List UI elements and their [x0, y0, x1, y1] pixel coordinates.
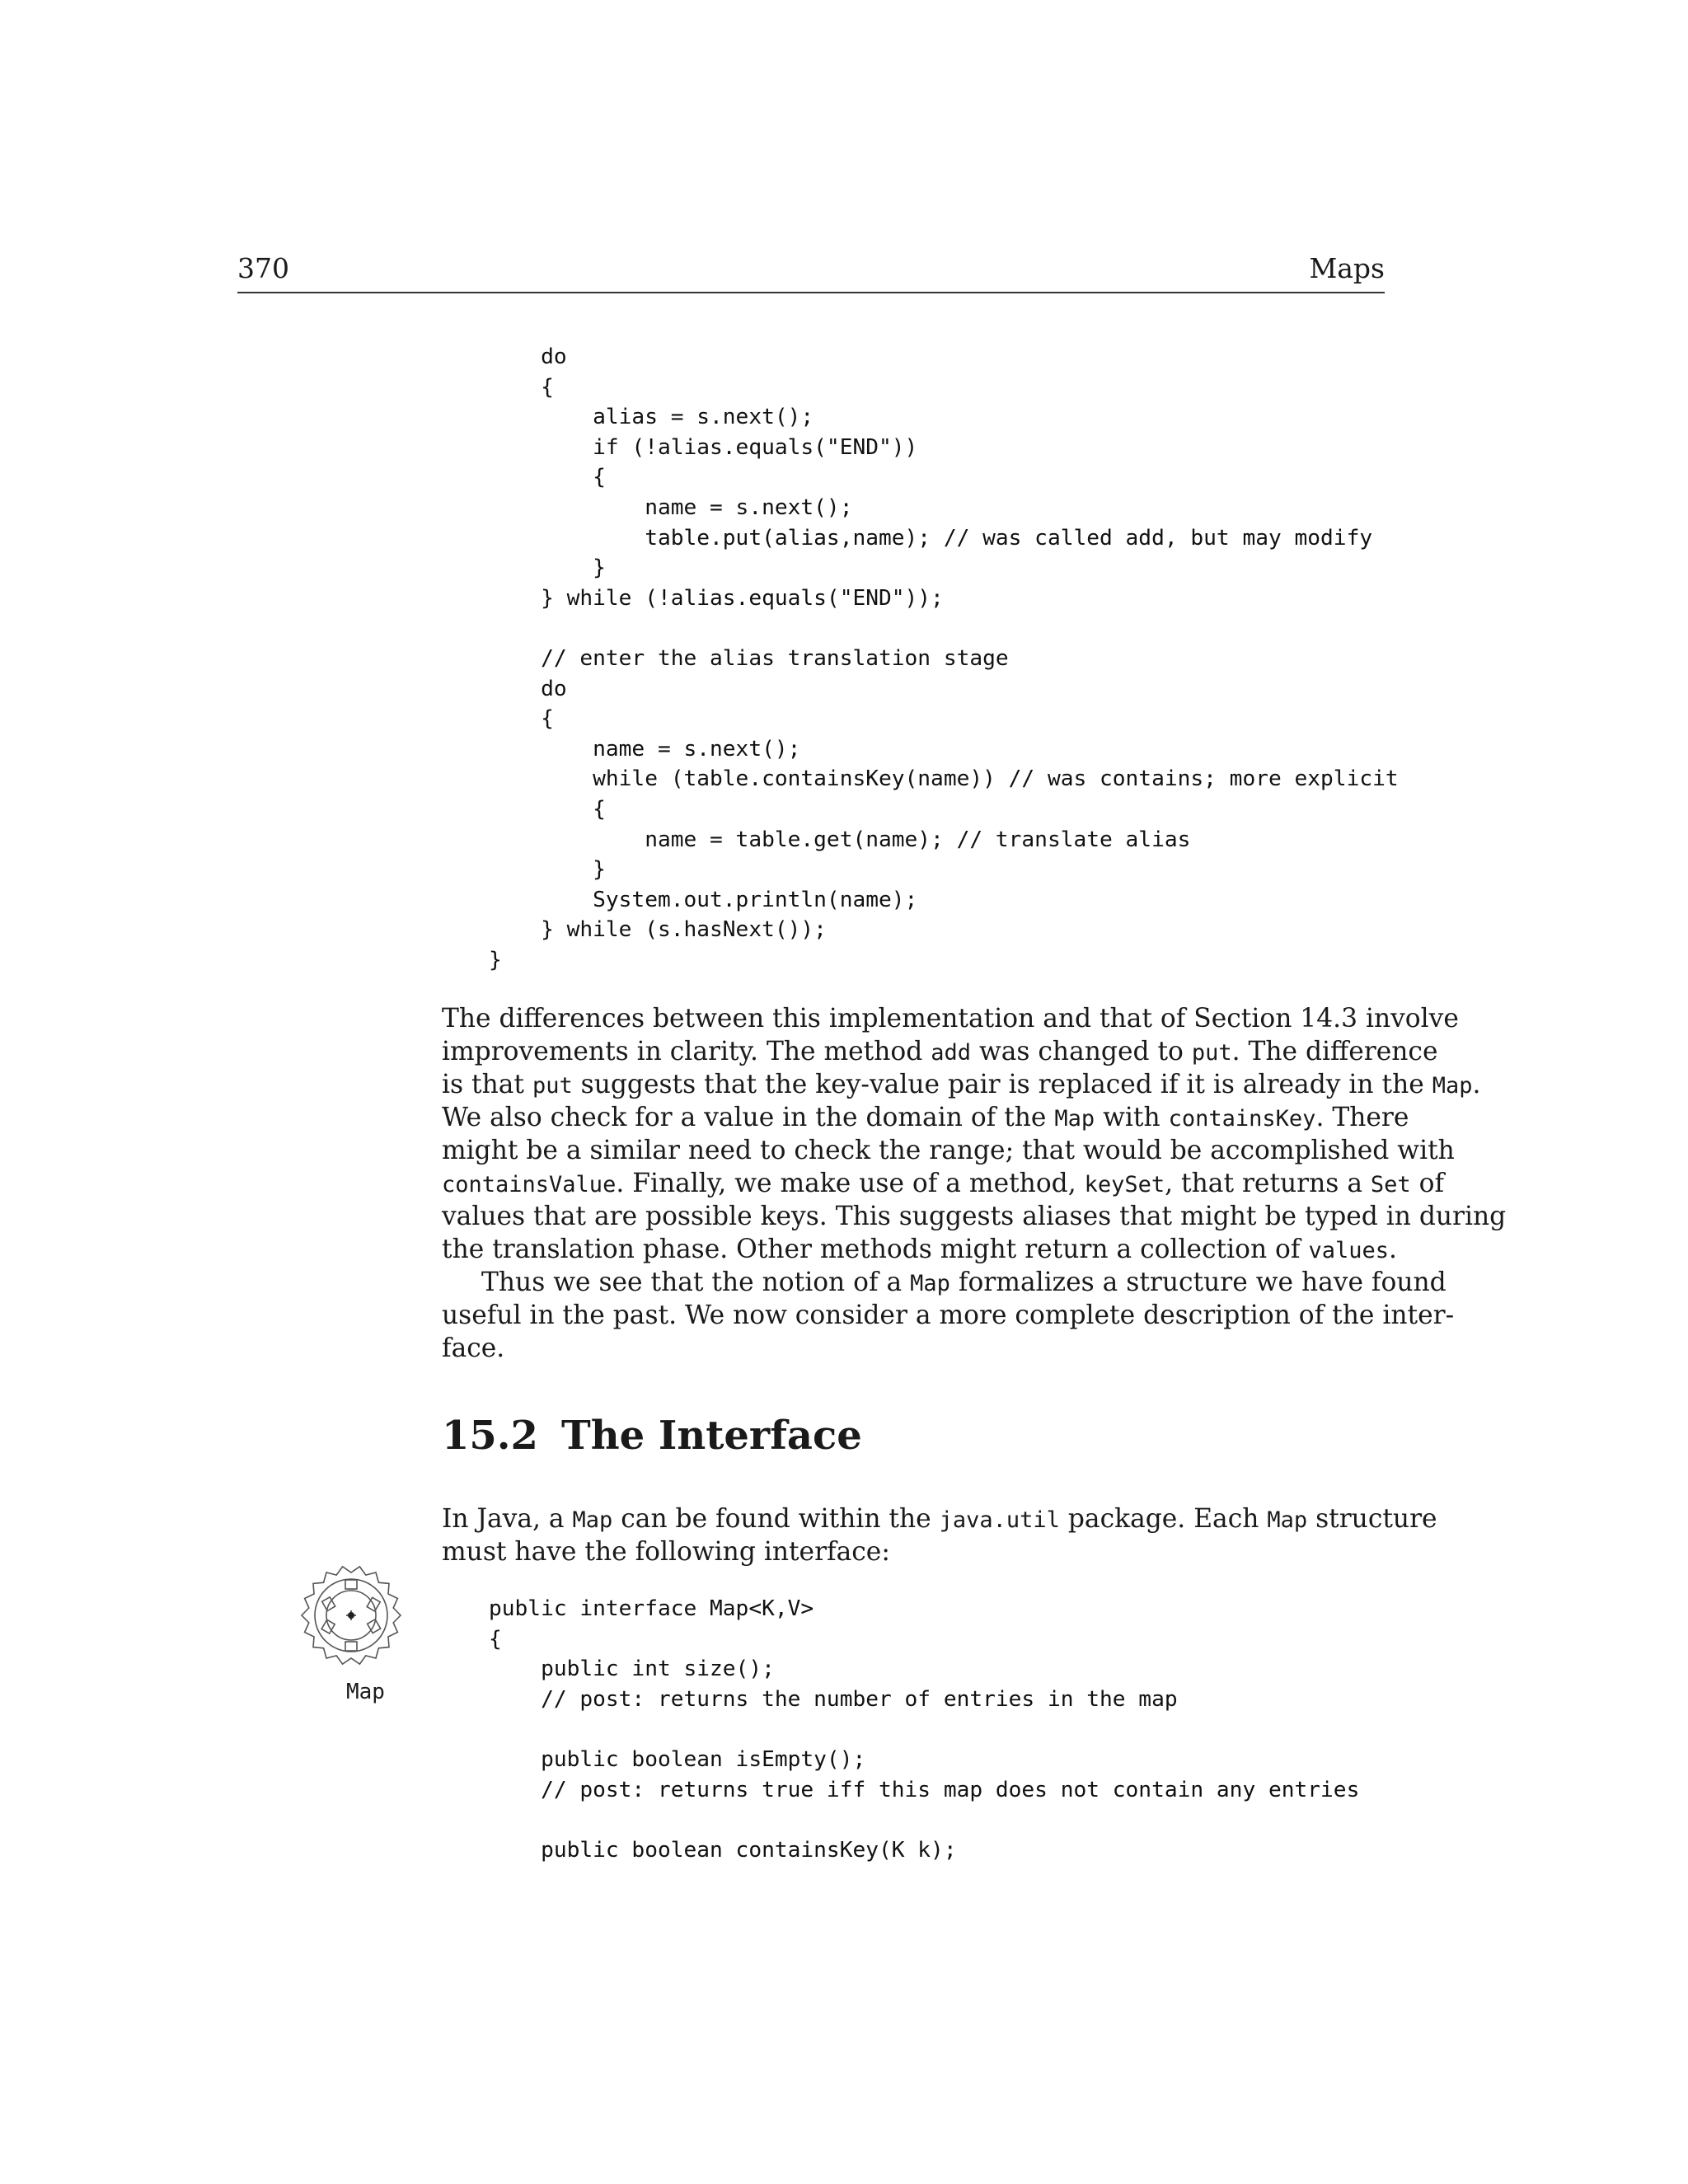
- code-term: put: [532, 1073, 573, 1099]
- code-line: while (table.containsKey(name)) // was contains; more explicit: [489, 766, 1399, 792]
- text-line: values that are possible keys. This suggests aliases that might be typed in during: [442, 1202, 1507, 1231]
- section-heading: [442, 1411, 862, 1460]
- map-structure-icon: [298, 1563, 404, 1668]
- section-number: 15.2: [442, 1413, 538, 1459]
- code-line: } while (!alias.equals("END"));: [489, 585, 944, 611]
- code-line: if (!alias.equals("END")): [489, 434, 918, 460]
- code-line: public boolean isEmpty();: [489, 1746, 866, 1772]
- code-line: do: [489, 676, 567, 701]
- code-term: Map: [910, 1271, 950, 1296]
- code-term: values: [1308, 1238, 1389, 1263]
- code-listing-alias-translation: [489, 342, 1399, 975]
- code-term: Map: [1054, 1106, 1095, 1132]
- code-line: {: [489, 796, 606, 822]
- code-line: // post: returns true iff this map does not contain any entries: [489, 1777, 1360, 1802]
- code-line: // enter the alias translation stage: [489, 645, 1009, 671]
- text-line: the translation phase. Other methods might return a collection of values.: [442, 1235, 1397, 1264]
- code-line: {: [489, 706, 554, 732]
- code-line: alias = s.next();: [489, 405, 814, 430]
- margin-label: Map: [346, 1680, 385, 1704]
- text-line: improvements in clarity. The method add was changed to put. The difference: [442, 1037, 1438, 1066]
- code-term: containsKey: [1168, 1106, 1316, 1132]
- code-line: [489, 1805, 1359, 1835]
- text-line: might be a similar need to check the range; that would be accomplished with: [442, 1136, 1455, 1165]
- code-line: // post: returns the number of entries in the map: [489, 1686, 1178, 1712]
- page-number: 370: [237, 252, 289, 284]
- code-term: Map: [572, 1507, 613, 1533]
- chapter-title: Maps: [1309, 252, 1385, 284]
- code-line: public boolean containsKey(K k);: [489, 1837, 957, 1863]
- running-head: [237, 249, 1385, 293]
- text-line: containsValue. Finally, we make use of a method, keySet, that returns a Set of: [442, 1169, 1445, 1198]
- code-line: name = s.next();: [489, 736, 801, 762]
- code-line: {: [489, 465, 606, 490]
- code-term: add: [931, 1040, 971, 1066]
- code-line: }: [489, 857, 606, 883]
- text-line: useful in the past. We now consider a more complete description of the inter-: [442, 1301, 1455, 1330]
- text-line: Thus we see that the notion of a Map formalizes a structure we have found: [481, 1268, 1447, 1297]
- code-line: public int size();: [489, 1657, 775, 1682]
- code-line: [489, 613, 1399, 644]
- code-line: }: [489, 555, 606, 581]
- code-term: put: [1191, 1040, 1232, 1066]
- code-line: }: [489, 947, 502, 972]
- paragraph-map-formalizes: [442, 1266, 1455, 1365]
- code-listing-map-interface: [489, 1594, 1359, 1865]
- code-line: name = table.get(name); // translate alias: [489, 827, 1191, 852]
- code-line: System.out.println(name);: [489, 887, 918, 912]
- text-line: face.: [442, 1333, 505, 1363]
- text-line: is that put suggests that the key-value pair is replaced if it is already in the Map.: [442, 1070, 1481, 1099]
- code-term: java.util: [939, 1507, 1060, 1533]
- code-line: table.put(alias,name); // was called add, but may modify: [489, 525, 1373, 551]
- code-term: Map: [1432, 1073, 1473, 1099]
- code-line: {: [489, 374, 554, 400]
- text-line: The differences between this implementation and that of Section 14.3 involve: [442, 1004, 1459, 1033]
- text-line: We also check for a value in the domain of the Map with containsKey. There: [442, 1103, 1409, 1132]
- code-term: keySet: [1084, 1172, 1165, 1197]
- paragraph-map-interface-intro: [442, 1502, 1437, 1568]
- code-line: public interface Map<K,V>: [489, 1596, 814, 1621]
- code-term: containsValue: [442, 1172, 617, 1197]
- code-line: [489, 1714, 1359, 1745]
- code-line: name = s.next();: [489, 494, 853, 520]
- code-term: Map: [1267, 1507, 1308, 1533]
- text-line: must have the following interface:: [442, 1537, 890, 1567]
- code-line: {: [489, 1626, 502, 1652]
- section-title: The Interface: [561, 1413, 862, 1459]
- paragraph-map-improvements: [442, 1002, 1507, 1266]
- code-line: } while (s.hasNext());: [489, 917, 827, 943]
- code-term: Set: [1370, 1172, 1411, 1197]
- code-line: do: [489, 344, 567, 369]
- text-line: In Java, a Map can be found within the java.util package. Each Map structure: [442, 1504, 1437, 1534]
